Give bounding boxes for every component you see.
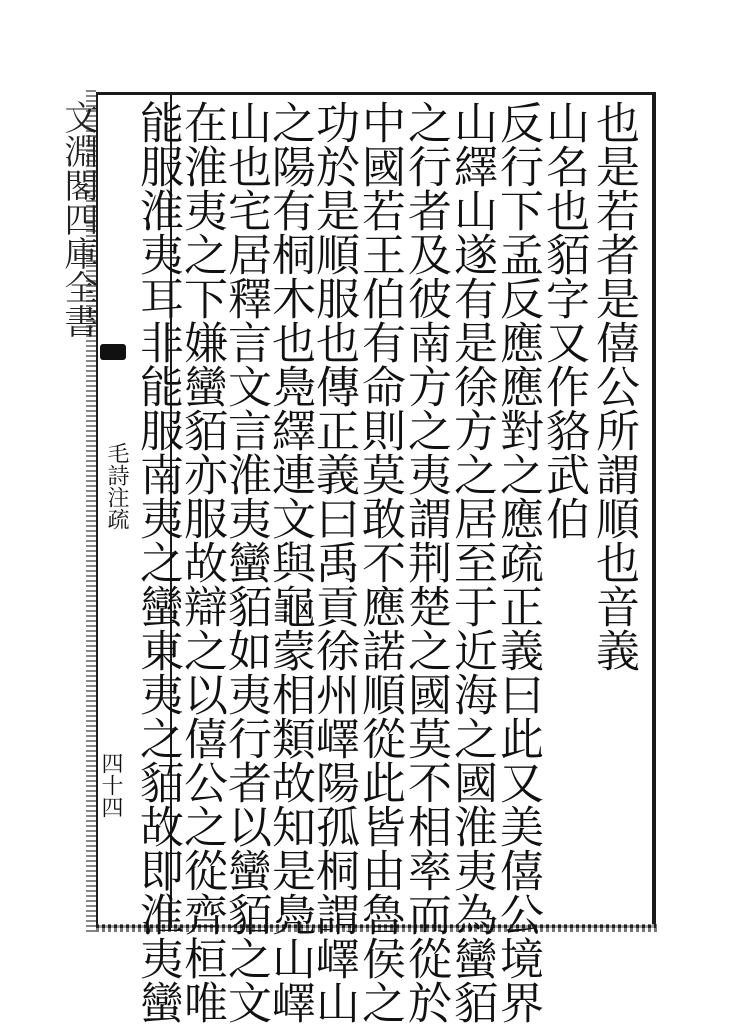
- side-label: 毛詩注疏: [104, 442, 129, 530]
- text-column-9: 山也宅居釋言文言淮夷蠻貊如夷行者以蠻貊之文: [220, 100, 271, 1024]
- text-column-1: 也是若者是僖公所謂順也音義: [588, 100, 639, 672]
- text-column-7: 功於是順服也傳正義曰禹貢徐州嶧陽孤桐謂嶧山: [308, 100, 359, 1024]
- fish-tail-mark: [100, 344, 126, 360]
- text-column-3: 反行下孟反應應對之應疏正義曰此又美僖公境界: [492, 100, 543, 1024]
- text-column-5: 之行者及彼南方之夷謂荆楚之國莫不相率而從於: [400, 100, 451, 1024]
- book-title: 文淵閣四庫全書: [58, 100, 98, 338]
- text-column-11: 能服淮夷耳非能服南夷之蠻東夷之貊故即淮夷蠻: [132, 100, 183, 1024]
- text-column-10: 在淮夷之下嫌蠻貊亦服故辯之以僖公之從齊桓唯: [176, 100, 227, 1024]
- text-column-2: 山名也貊字又作貉武伯: [538, 100, 589, 540]
- text-column-4: 山繹山遂有是徐方之居至于近海之國淮夷為蠻貊: [446, 100, 497, 1024]
- text-column-8: 之陽有桐木也鳧繹連文與龜蒙相類故知是鳧山嶧: [264, 100, 315, 1024]
- folio-number: 四十四: [98, 752, 123, 818]
- text-column-6: 中國若王伯有命則莫敢不應諾順從此皆由魯侯之: [354, 100, 405, 1024]
